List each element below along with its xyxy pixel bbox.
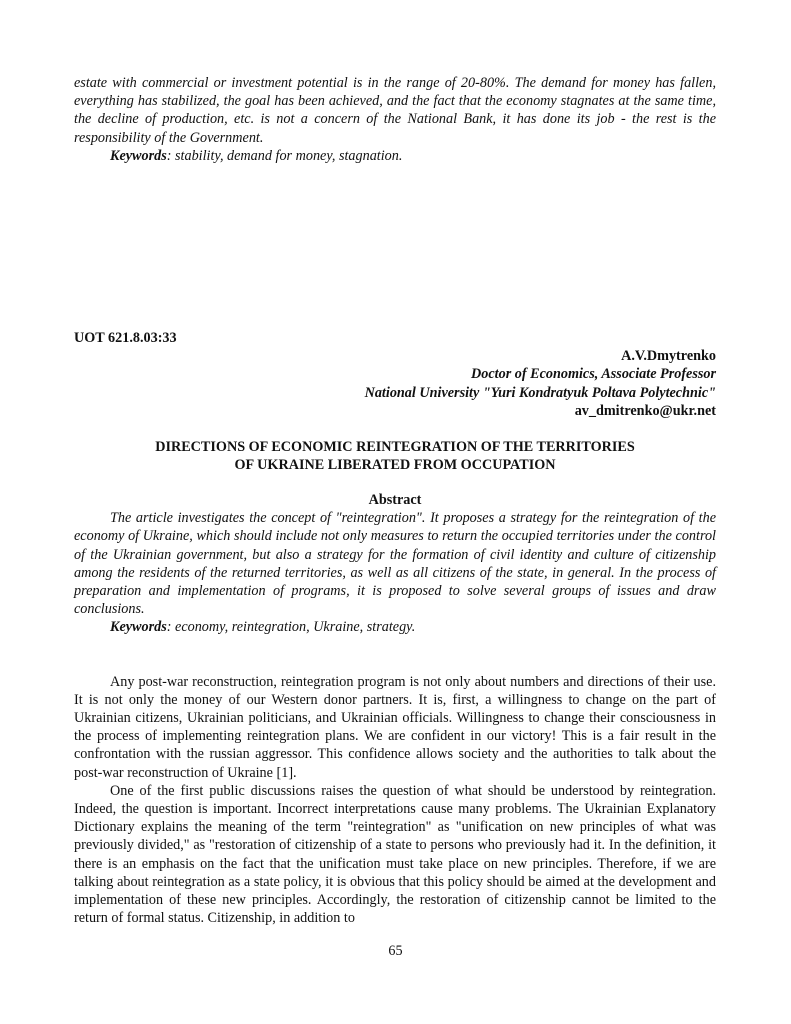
article-keywords-label: Keywords — [110, 619, 167, 636]
article-keywords-text: : economy, reintegration, Ukraine, strategy. — [166, 619, 416, 636]
previous-keywords-label: Keywords — [110, 147, 167, 164]
article-title-line-2: OF UKRAINE LIBERATED FROM OCCUPATION — [234, 457, 556, 474]
udc-code: UOT 621.8.03:33 — [74, 330, 177, 347]
article-body — [74, 673, 716, 928]
author-degree: Doctor of Economics, Associate Professor — [471, 366, 716, 383]
page-number: 65 — [388, 943, 403, 959]
page-content — [74, 74, 716, 928]
article-title-line-1: DIRECTIONS OF ECONOMIC REINTEGRATION OF THE TERRITORIES — [155, 439, 635, 456]
author-block — [74, 347, 716, 420]
previous-keywords-text: : stability, demand for money, stagnation. — [166, 147, 403, 164]
author-name: A.V.Dmytrenko — [621, 348, 716, 365]
article-keywords — [74, 618, 716, 636]
author-email: av_dmitrenko@ukr.net — [574, 402, 716, 419]
previous-keywords — [74, 147, 716, 165]
author-affiliation: National University "Yuri Kondratyuk Poltava Polytechnic" — [364, 384, 716, 401]
abstract-heading: Abstract — [368, 492, 422, 509]
abstract-text: The article investigates the concept of "reintegration". It proposes a strategy for the reintegration of the economy of Ukraine, which should include not only measures to return the occupied territories under the control of the Ukrainian government, but also a strategy for the formation of civil identity and culture of citizenship among the residents of the returned territories, as well as all citizens of the state, in general. In the process of preparation and implementation of programs, it is proposed to solve several groups of issues and draw conclusions. — [74, 510, 716, 618]
body-paragraph: One of the first public discussions raises the question of what should be understood by reintegration. Indeed, the question is important. Incorrect interpretations cause many problems. The Ukrainian Explanatory Dictionary explains the meaning of the term "reintegration" as "unification on new principles of what was previously divided," as "restoration of citizenship of a state to persons who previously had it. In the definition, it there is an emphasis on the fact that the unification must take place on new principles. Therefore, if we are talking about reintegration as a state policy, it is obvious that this policy should be aimed at the development and implementation of these new principles. Accordingly, the restoration of citizenship cannot be limited to the return of formal status. Citizenship, in addition to — [74, 782, 716, 927]
body-paragraph: Any post-war reconstruction, reintegration program is not only about numbers and directions of their use. It is not only the money of our Western donor partners. It is, first, a willingness to change on the part of Ukrainian citizens, Ukrainian politicians, and Ukrainian officials. Willingness to change their consciousness in the process of implementing reintegration plans. We are confident in our victory! This is a fair result in the confrontation with the russian aggressor. This confidence allows society and the authorities to talk about the post-war reconstruction of Ukraine [1]. — [74, 673, 716, 781]
previous-abstract-tail: estate with commercial or investment potential is in the range of 20-80%. The demand for money has fallen, everything has stabilized, the goal has been achieved, and the fact that the economy stagnates at the same time, the decline of production, etc. is not a concern of the National Bank, it has done its job - the rest is the responsibility of the Government. — [74, 75, 716, 146]
article-title — [74, 438, 716, 474]
